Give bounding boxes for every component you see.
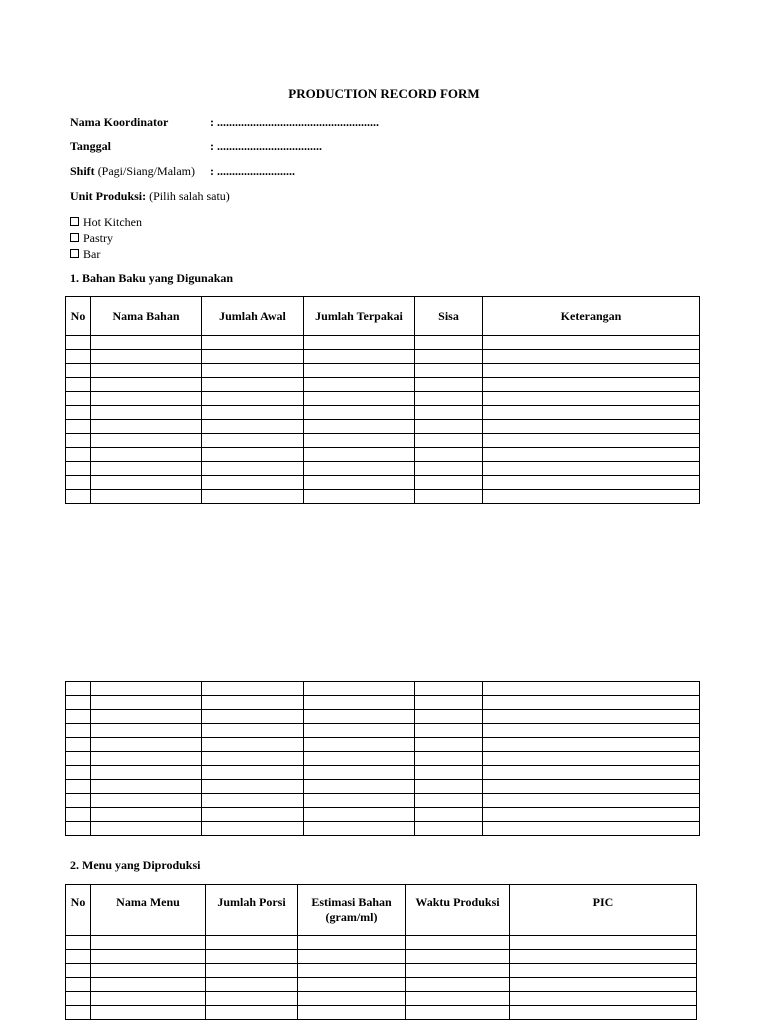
table-cell[interactable] xyxy=(298,992,406,1006)
table-cell[interactable] xyxy=(66,992,91,1006)
table-cell[interactable] xyxy=(483,336,700,350)
table-cell[interactable] xyxy=(298,936,406,950)
table-cell[interactable] xyxy=(66,336,91,350)
table-cell[interactable] xyxy=(202,336,304,350)
table-cell[interactable] xyxy=(304,780,415,794)
table-cell[interactable] xyxy=(66,724,91,738)
table-row xyxy=(66,476,700,490)
table-cell[interactable] xyxy=(415,364,483,378)
table-cell[interactable] xyxy=(483,822,700,836)
table-cell[interactable] xyxy=(304,682,415,696)
table-cell[interactable] xyxy=(406,1006,510,1020)
table-cell[interactable] xyxy=(304,752,415,766)
checkbox-icon[interactable] xyxy=(70,249,79,258)
field-label-bold: Unit Produksi: xyxy=(70,189,147,203)
table-cell[interactable] xyxy=(66,710,91,724)
table-cell[interactable] xyxy=(202,780,304,794)
table-cell[interactable] xyxy=(202,724,304,738)
table-cell[interactable] xyxy=(304,434,415,448)
table-cell[interactable] xyxy=(91,822,202,836)
option-bar[interactable] xyxy=(70,246,142,262)
table-cell[interactable] xyxy=(483,462,700,476)
table-cell[interactable] xyxy=(483,350,700,364)
table-cell[interactable] xyxy=(304,406,415,420)
table-cell[interactable] xyxy=(304,420,415,434)
option-label: Hot Kitchen xyxy=(83,215,142,229)
table-cell[interactable] xyxy=(66,434,91,448)
table-cell[interactable] xyxy=(91,490,202,504)
table-row xyxy=(66,978,697,992)
table-cell[interactable] xyxy=(66,780,91,794)
table-cell[interactable] xyxy=(91,476,202,490)
table-cell[interactable] xyxy=(304,766,415,780)
table-cell[interactable] xyxy=(415,490,483,504)
table-cell[interactable] xyxy=(91,434,202,448)
table-cell[interactable] xyxy=(66,406,91,420)
table-row xyxy=(66,350,700,364)
table-cell[interactable] xyxy=(202,476,304,490)
field-label-rest: (Pagi/Siang/Malam) xyxy=(94,164,196,178)
table-cell[interactable] xyxy=(202,710,304,724)
option-hot-kitchen[interactable] xyxy=(70,214,142,230)
table-cell[interactable] xyxy=(483,766,700,780)
table-cell[interactable] xyxy=(206,936,298,950)
table-cell[interactable] xyxy=(66,364,91,378)
table-cell[interactable] xyxy=(91,780,202,794)
table-row xyxy=(66,490,700,504)
table-row xyxy=(66,434,700,448)
table-cell[interactable] xyxy=(406,992,510,1006)
table-cell[interactable] xyxy=(415,462,483,476)
table-header-row xyxy=(66,885,697,936)
table-cell[interactable] xyxy=(304,808,415,822)
column-header: PIC xyxy=(510,885,697,936)
table-cell[interactable] xyxy=(304,724,415,738)
table-cell[interactable] xyxy=(206,964,298,978)
table-cell[interactable] xyxy=(415,682,483,696)
option-label: Bar xyxy=(83,247,101,261)
page-title: PRODUCTION RECORD FORM xyxy=(288,86,480,101)
table-cell[interactable] xyxy=(66,752,91,766)
table-cell[interactable] xyxy=(202,490,304,504)
table-cell[interactable] xyxy=(483,682,700,696)
table-cell[interactable] xyxy=(510,992,697,1006)
table-cell[interactable] xyxy=(91,448,202,462)
table-cell[interactable] xyxy=(66,738,91,752)
table-cell[interactable] xyxy=(91,1006,206,1020)
table-cell[interactable] xyxy=(202,766,304,780)
table-cell[interactable] xyxy=(304,350,415,364)
table-cell[interactable] xyxy=(406,950,510,964)
table-cell[interactable] xyxy=(66,936,91,950)
field-label: Tanggal xyxy=(70,139,111,153)
table-cell[interactable] xyxy=(415,822,483,836)
table-row xyxy=(66,738,700,752)
table-cell[interactable] xyxy=(91,936,206,950)
column-header: Jumlah Porsi xyxy=(206,885,298,936)
table-cell[interactable] xyxy=(66,378,91,392)
table-cell[interactable] xyxy=(91,392,202,406)
table-cell[interactable] xyxy=(298,950,406,964)
field-label xyxy=(70,188,230,204)
table-cell[interactable] xyxy=(91,420,202,434)
table-cell[interactable] xyxy=(304,794,415,808)
table-cell[interactable] xyxy=(202,378,304,392)
table-row xyxy=(66,1006,697,1020)
table-cell[interactable] xyxy=(91,406,202,420)
table-cell[interactable] xyxy=(91,696,202,710)
table-cell[interactable] xyxy=(202,752,304,766)
table-cell[interactable] xyxy=(66,462,91,476)
column-header: Estimasi Bahan (gram/ml) xyxy=(298,885,406,936)
table-cell[interactable] xyxy=(91,964,206,978)
column-header: No xyxy=(66,297,91,336)
table-row xyxy=(66,950,697,964)
table-cell[interactable] xyxy=(483,448,700,462)
menu-table xyxy=(65,884,697,1020)
table-cell[interactable] xyxy=(406,978,510,992)
table-cell[interactable] xyxy=(415,766,483,780)
table-cell[interactable] xyxy=(415,780,483,794)
table-cell[interactable] xyxy=(66,766,91,780)
table-cell[interactable] xyxy=(66,1006,91,1020)
table-cell[interactable] xyxy=(304,696,415,710)
table-cell[interactable] xyxy=(510,950,697,964)
table-cell[interactable] xyxy=(66,420,91,434)
table-cell[interactable] xyxy=(304,448,415,462)
table-cell[interactable] xyxy=(298,964,406,978)
table-cell[interactable] xyxy=(66,392,91,406)
table-cell[interactable] xyxy=(510,964,697,978)
table-row xyxy=(66,448,700,462)
table-cell[interactable] xyxy=(415,350,483,364)
table-cell[interactable] xyxy=(304,392,415,406)
table-cell[interactable] xyxy=(483,752,700,766)
table-cell[interactable] xyxy=(483,420,700,434)
table-row xyxy=(66,696,700,710)
table-cell[interactable] xyxy=(510,1006,697,1020)
bahan-table xyxy=(65,296,700,504)
table-cell[interactable] xyxy=(483,364,700,378)
table-cell[interactable] xyxy=(415,794,483,808)
table-cell[interactable] xyxy=(415,336,483,350)
table-cell[interactable] xyxy=(304,364,415,378)
table-cell[interactable] xyxy=(415,808,483,822)
table-cell[interactable] xyxy=(202,794,304,808)
table-row xyxy=(66,992,697,1006)
table-cell[interactable] xyxy=(415,420,483,434)
table-cell[interactable] xyxy=(91,992,206,1006)
table-cell[interactable] xyxy=(415,696,483,710)
table-cell[interactable] xyxy=(304,336,415,350)
table-cell[interactable] xyxy=(202,682,304,696)
table-row xyxy=(66,822,700,836)
table-cell[interactable] xyxy=(202,808,304,822)
column-header: Jumlah Awal xyxy=(202,297,304,336)
table-row xyxy=(66,364,700,378)
table-cell[interactable] xyxy=(202,696,304,710)
table-cell[interactable] xyxy=(483,710,700,724)
table-row xyxy=(66,752,700,766)
field-koordinator-value[interactable]: : ...................................................... xyxy=(210,115,379,129)
field-label-bold: Shift xyxy=(70,164,95,178)
checkbox-icon[interactable] xyxy=(70,233,79,242)
table-cell[interactable] xyxy=(483,724,700,738)
table-cell[interactable] xyxy=(91,336,202,350)
table-cell[interactable] xyxy=(206,992,298,1006)
table-row xyxy=(66,420,700,434)
table-row xyxy=(66,780,700,794)
table-cell[interactable] xyxy=(304,490,415,504)
table-row xyxy=(66,766,700,780)
section-1-title: 1. Bahan Baku yang Digunakan xyxy=(70,271,234,285)
table-row xyxy=(66,406,700,420)
section-2-title: 2. Menu yang Diproduksi xyxy=(70,858,201,872)
table-cell[interactable] xyxy=(415,434,483,448)
table-row xyxy=(66,336,700,350)
table-row xyxy=(66,936,697,950)
table-cell[interactable] xyxy=(91,950,206,964)
table-header-row xyxy=(66,297,700,336)
table-cell[interactable] xyxy=(66,490,91,504)
field-label xyxy=(70,163,195,179)
table-row xyxy=(66,710,700,724)
option-pastry[interactable] xyxy=(70,230,142,246)
table-cell[interactable] xyxy=(91,710,202,724)
table-cell[interactable] xyxy=(202,420,304,434)
table-cell[interactable] xyxy=(483,476,700,490)
table-cell[interactable] xyxy=(406,964,510,978)
table-cell[interactable] xyxy=(202,406,304,420)
table-row xyxy=(66,378,700,392)
table-cell[interactable] xyxy=(304,462,415,476)
table-cell[interactable] xyxy=(298,978,406,992)
field-shift-value[interactable]: : .......................... xyxy=(210,164,295,178)
field-tanggal-value[interactable]: : ................................... xyxy=(210,139,322,153)
table-cell[interactable] xyxy=(483,434,700,448)
table-cell[interactable] xyxy=(415,752,483,766)
table-row xyxy=(66,392,700,406)
column-header: Keterangan xyxy=(483,297,700,336)
table-row xyxy=(66,724,700,738)
table-cell[interactable] xyxy=(415,448,483,462)
table-cell[interactable] xyxy=(415,392,483,406)
table-cell[interactable] xyxy=(202,392,304,406)
table-cell[interactable] xyxy=(304,822,415,836)
table-cell[interactable] xyxy=(415,476,483,490)
table-cell[interactable] xyxy=(406,936,510,950)
table-row xyxy=(66,808,700,822)
table-cell[interactable] xyxy=(91,766,202,780)
table-cell[interactable] xyxy=(202,462,304,476)
table-row xyxy=(66,462,700,476)
table-cell[interactable] xyxy=(415,406,483,420)
bahan-table-continued xyxy=(65,681,700,836)
table-cell[interactable] xyxy=(483,406,700,420)
field-label: Nama Koordinator xyxy=(70,115,169,129)
table-cell[interactable] xyxy=(66,350,91,364)
table-cell[interactable] xyxy=(202,448,304,462)
table-cell[interactable] xyxy=(206,950,298,964)
table-cell[interactable] xyxy=(66,682,91,696)
table-cell[interactable] xyxy=(91,682,202,696)
table-cell[interactable] xyxy=(510,978,697,992)
table-cell[interactable] xyxy=(91,378,202,392)
table-cell[interactable] xyxy=(202,738,304,752)
unit-options xyxy=(70,214,142,262)
checkbox-icon[interactable] xyxy=(70,217,79,226)
table-cell[interactable] xyxy=(206,978,298,992)
table-cell[interactable] xyxy=(415,710,483,724)
table-cell[interactable] xyxy=(91,350,202,364)
table-cell[interactable] xyxy=(483,696,700,710)
table-cell[interactable] xyxy=(415,378,483,392)
table-row xyxy=(66,682,700,696)
column-header: Jumlah Terpakai xyxy=(304,297,415,336)
table-cell[interactable] xyxy=(483,808,700,822)
column-header: Nama Menu xyxy=(91,885,206,936)
table-cell[interactable] xyxy=(202,364,304,378)
column-header: No xyxy=(66,885,91,936)
table-cell[interactable] xyxy=(510,936,697,950)
table-cell[interactable] xyxy=(298,1006,406,1020)
table-cell[interactable] xyxy=(91,808,202,822)
table-cell[interactable] xyxy=(483,490,700,504)
table-cell[interactable] xyxy=(415,738,483,752)
table-cell[interactable] xyxy=(304,738,415,752)
table-cell[interactable] xyxy=(483,738,700,752)
table-cell[interactable] xyxy=(66,794,91,808)
option-label: Pastry xyxy=(83,231,113,245)
table-cell[interactable] xyxy=(206,1006,298,1020)
table-cell[interactable] xyxy=(202,822,304,836)
table-cell[interactable] xyxy=(91,978,206,992)
table-cell[interactable] xyxy=(483,794,700,808)
table-cell[interactable] xyxy=(91,752,202,766)
table-cell[interactable] xyxy=(66,448,91,462)
table-cell[interactable] xyxy=(91,738,202,752)
column-header: Waktu Produksi xyxy=(406,885,510,936)
field-label-rest: (Pilih salah satu) xyxy=(146,189,230,203)
table-cell[interactable] xyxy=(66,476,91,490)
table-cell[interactable] xyxy=(304,378,415,392)
table-cell[interactable] xyxy=(483,780,700,794)
table-cell[interactable] xyxy=(66,978,91,992)
table-cell[interactable] xyxy=(91,794,202,808)
table-cell[interactable] xyxy=(66,808,91,822)
table-cell[interactable] xyxy=(66,964,91,978)
table-cell[interactable] xyxy=(304,476,415,490)
table-cell[interactable] xyxy=(91,724,202,738)
table-cell[interactable] xyxy=(483,392,700,406)
table-row xyxy=(66,794,700,808)
table-cell[interactable] xyxy=(202,434,304,448)
table-cell[interactable] xyxy=(202,350,304,364)
table-cell[interactable] xyxy=(483,378,700,392)
table-row xyxy=(66,964,697,978)
table-cell[interactable] xyxy=(415,724,483,738)
table-cell[interactable] xyxy=(91,462,202,476)
column-header: Sisa xyxy=(415,297,483,336)
table-cell[interactable] xyxy=(304,710,415,724)
table-cell[interactable] xyxy=(66,950,91,964)
table-cell[interactable] xyxy=(91,364,202,378)
table-cell[interactable] xyxy=(66,696,91,710)
column-header: Nama Bahan xyxy=(91,297,202,336)
table-cell[interactable] xyxy=(66,822,91,836)
